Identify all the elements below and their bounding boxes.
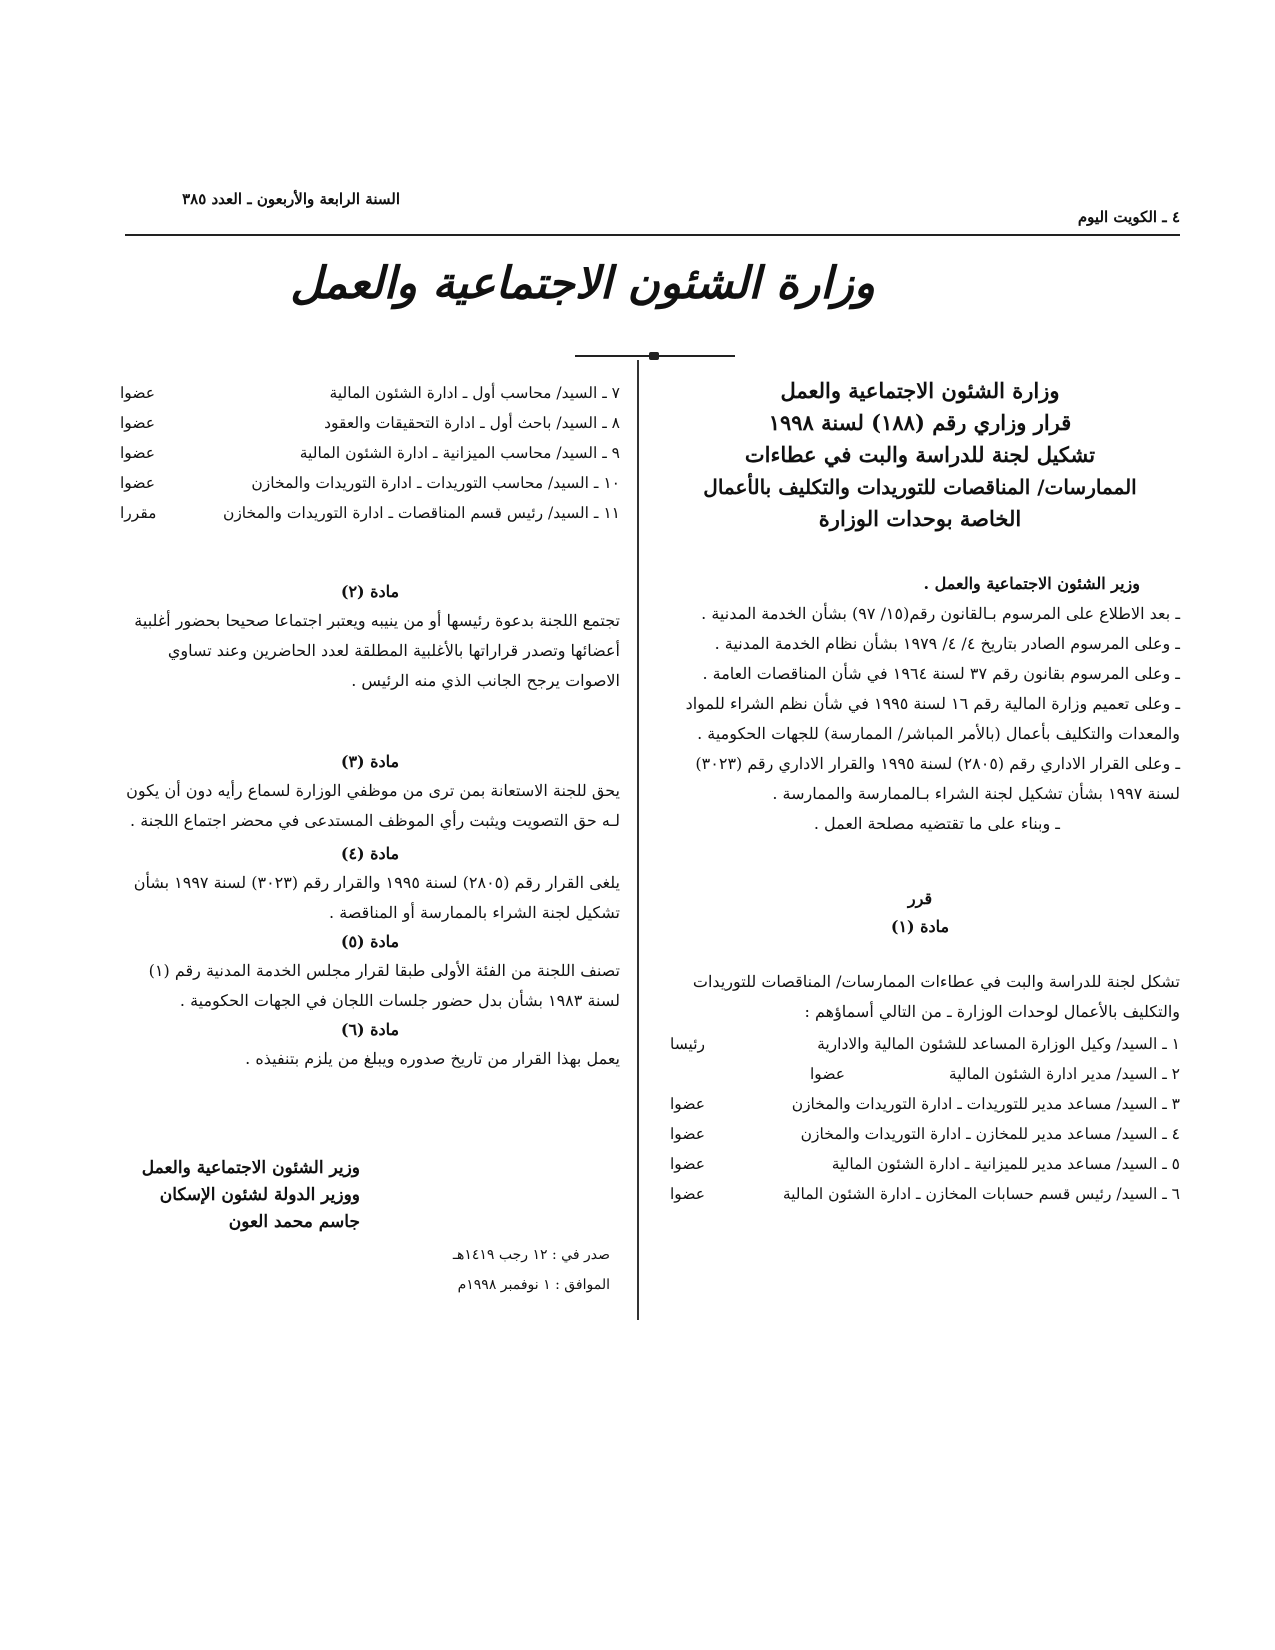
- title-line: تشكيل لجنة للدراسة والبت في عطاءات: [744, 442, 1096, 467]
- list-item: [120, 378, 620, 408]
- member-name: ٤ ـ السيد/ مساعد مدير للمخازن ـ ادارة التوريدات والمخازن: [800, 1125, 1180, 1143]
- article-title: مادة (٣): [340, 752, 400, 771]
- preamble-item: ـ بعد الاطلاع على المرسوم بـالقانون رقم(١٥/ ٩٧) بشأن الخدمة المدنية .: [701, 604, 1180, 623]
- signature-line: ووزير الدولة لشئون الإسكان: [159, 1185, 360, 1205]
- preamble-item: ـ وعلى المرسوم الصادر بتاريخ ٤/ ٤/ ١٩٧٩ بشأن نظام الخدمة المدنية .: [714, 634, 1180, 653]
- article-text: تجتمع اللجنة بدعوة رئيسها أو من ينيبه ويعتبر اجتماعا صحيحا بحضور أغلبية أعضائها وتصدر قراراتها بالأغلبية المطلقة لعدد الحاضرين وعند تساوي الاصوات يرجح الجانب الذي منه الرئيس .: [134, 611, 620, 690]
- addressee: وزير الشئون الاجتماعية والعمل .: [923, 574, 1140, 593]
- member-name: ١ ـ السيد/ وكيل الوزارة المساعد للشئون المالية والادارية: [817, 1035, 1180, 1053]
- title-line: وزارة الشئون الاجتماعية والعمل: [780, 378, 1060, 403]
- ministry-masthead: وزارة الشئون الاجتماعية والعمل: [290, 258, 875, 309]
- member-role: عضوا: [120, 384, 156, 402]
- article-text: يلغى القرار رقم (٢٨٠٥) لسنة ١٩٩٥ والقرار رقم (٣٠٢٣) لسنة ١٩٩٧ بشأن تشكيل لجنة الشراء بالممارسة أو المناقصة .: [133, 873, 620, 922]
- member-role: عضوا: [670, 1185, 706, 1203]
- member-role: عضوا: [120, 414, 156, 432]
- issue-dates: [420, 1240, 610, 1300]
- title-line: الممارسات/ المناقصات للتوريدات والتكليف بالأعمال: [703, 475, 1137, 499]
- list-item: [670, 1119, 1180, 1149]
- preamble-item: ـ وعلى تعميم وزارة المالية رقم ١٦ لسنة ١٩٩٥ في شأن نظم الشراء للمواد والمعدات والتكليف بأعمال (بالأمر المباشر/ الممارسة) للجهات الحكومية .: [685, 694, 1180, 743]
- list-item: [120, 498, 620, 528]
- title-line: قرار وزاري رقم (١٨٨) لسنة ١٩٩٨: [768, 410, 1072, 435]
- list-item: [670, 1179, 1180, 1209]
- member-name: ٥ ـ السيد/ مساعد مدير للميزانية ـ ادارة الشئون المالية: [831, 1155, 1180, 1173]
- issued-date: صدر في : ١٢ رجب ١٤١٩هـ: [452, 1247, 610, 1263]
- list-item: [120, 408, 620, 438]
- member-name: ٦ ـ السيد/ رئيس قسم حسابات المخازن ـ ادارة الشئون المالية: [782, 1185, 1180, 1203]
- member-role: عضوا: [810, 1065, 846, 1083]
- members-list: [120, 378, 620, 528]
- column-divider: [637, 360, 639, 1320]
- member-role: عضوا: [670, 1125, 706, 1143]
- members-list: [660, 1029, 1180, 1209]
- article-title: مادة (٦): [340, 1020, 400, 1039]
- member-role: مقررا: [120, 504, 157, 522]
- signature-line: وزير الشئون الاجتماعية والعمل: [141, 1158, 360, 1178]
- signature-line: جاسم محمد العون: [228, 1212, 360, 1232]
- minister-signature: [130, 1155, 360, 1236]
- member-name: ٧ ـ السيد/ محاسب أول ـ ادارة الشئون المالية: [329, 384, 620, 402]
- member-name: ٣ ـ السيد/ مساعد مدير للتوريدات ـ ادارة التوريدات والمخازن: [791, 1095, 1180, 1113]
- article-title: مادة (١): [890, 917, 950, 936]
- member-role: رئيسا: [670, 1035, 706, 1053]
- member-role: عضوا: [670, 1155, 706, 1173]
- article-text: تشكل لجنة للدراسة والبت في عطاءات الممارسات/ المناقصات للتوريدات والتكليف بالأعمال لوحدات الوزارة ـ من التالي أسماؤهم :: [692, 972, 1180, 1021]
- article-title: مادة (٥): [340, 932, 400, 951]
- title-line: الخاصة بوحدات الوزارة: [818, 506, 1022, 531]
- issue-number: السنة الرابعة والأربعون ـ العدد ٣٨٥: [182, 190, 400, 208]
- article-text: تصنف اللجنة من الفئة الأولى طبقا لقرار مجلس الخدمة المدنية رقم (١) لسنة ١٩٨٣ بشأن بدل حضور جلسات اللجان في الجهات الحكومية .: [148, 961, 620, 1010]
- member-role: عضوا: [670, 1095, 706, 1113]
- article-text: يحق للجنة الاستعانة بمن ترى من موظفي الوزارة لسماع رأيه دون أن يكون لـه حق التصويت ويثبت رأي الموظف المستدعى في محضر اجتماع اللجنة .: [126, 781, 620, 830]
- list-item: [120, 468, 620, 498]
- member-role: عضوا: [120, 444, 156, 462]
- preamble-item: ـ وعلى المرسوم بقانون رقم ٣٧ لسنة ١٩٦٤ في شأن المناقصات العامة .: [702, 664, 1180, 683]
- list-item: [670, 1029, 1180, 1059]
- member-name: ١٠ ـ السيد/ محاسب التوريدات ـ ادارة التوريدات والمخازن: [251, 474, 620, 492]
- member-name: ٢ ـ السيد/ مدير ادارة الشئون المالية: [948, 1065, 1180, 1083]
- preamble-item: ـ وعلى القرار الاداري رقم (٢٨٠٥) لسنة ١٩٩٥ والقرار الاداري رقم (٣٠٢٣) لسنة ١٩٩٧ بشأن تشكيل لجنة الشراء بـالممارسة والممارسة .: [695, 754, 1180, 803]
- corresponding-date: الموافق : ١ نوفمبر ١٩٩٨م: [457, 1277, 610, 1293]
- member-name: ٩ ـ السيد/ محاسب الميزانية ـ ادارة الشئون المالية: [299, 444, 620, 462]
- header-rule: [125, 234, 1180, 236]
- list-item: [670, 1059, 1180, 1089]
- page-header-name: ٤ ـ الكويت اليوم: [1077, 208, 1180, 226]
- left-column: [120, 378, 620, 1074]
- article-title: مادة (٤): [340, 844, 400, 863]
- decree-title: [660, 375, 1180, 535]
- list-item: [670, 1149, 1180, 1179]
- list-item: [120, 438, 620, 468]
- article-text: يعمل بهذا القرار من تاريخ صدوره ويبلغ من يلزم بتنفيذه .: [245, 1049, 620, 1068]
- article-title: مادة (٢): [340, 582, 400, 601]
- right-column: [660, 375, 1180, 1209]
- member-name: ٨ ـ السيد/ باحث أول ـ ادارة التحقيقات والعقود: [324, 414, 620, 432]
- preamble-item: ـ وبناء على ما تقتضيه مصلحة العمل .: [813, 814, 1060, 833]
- decided-heading: قرر: [907, 889, 933, 908]
- member-role: عضوا: [120, 474, 156, 492]
- member-name: ١١ ـ السيد/ رئيس قسم المناقصات ـ ادارة التوريدات والمخازن: [222, 504, 620, 522]
- list-item: [670, 1089, 1180, 1119]
- masthead-ornament: [575, 352, 735, 360]
